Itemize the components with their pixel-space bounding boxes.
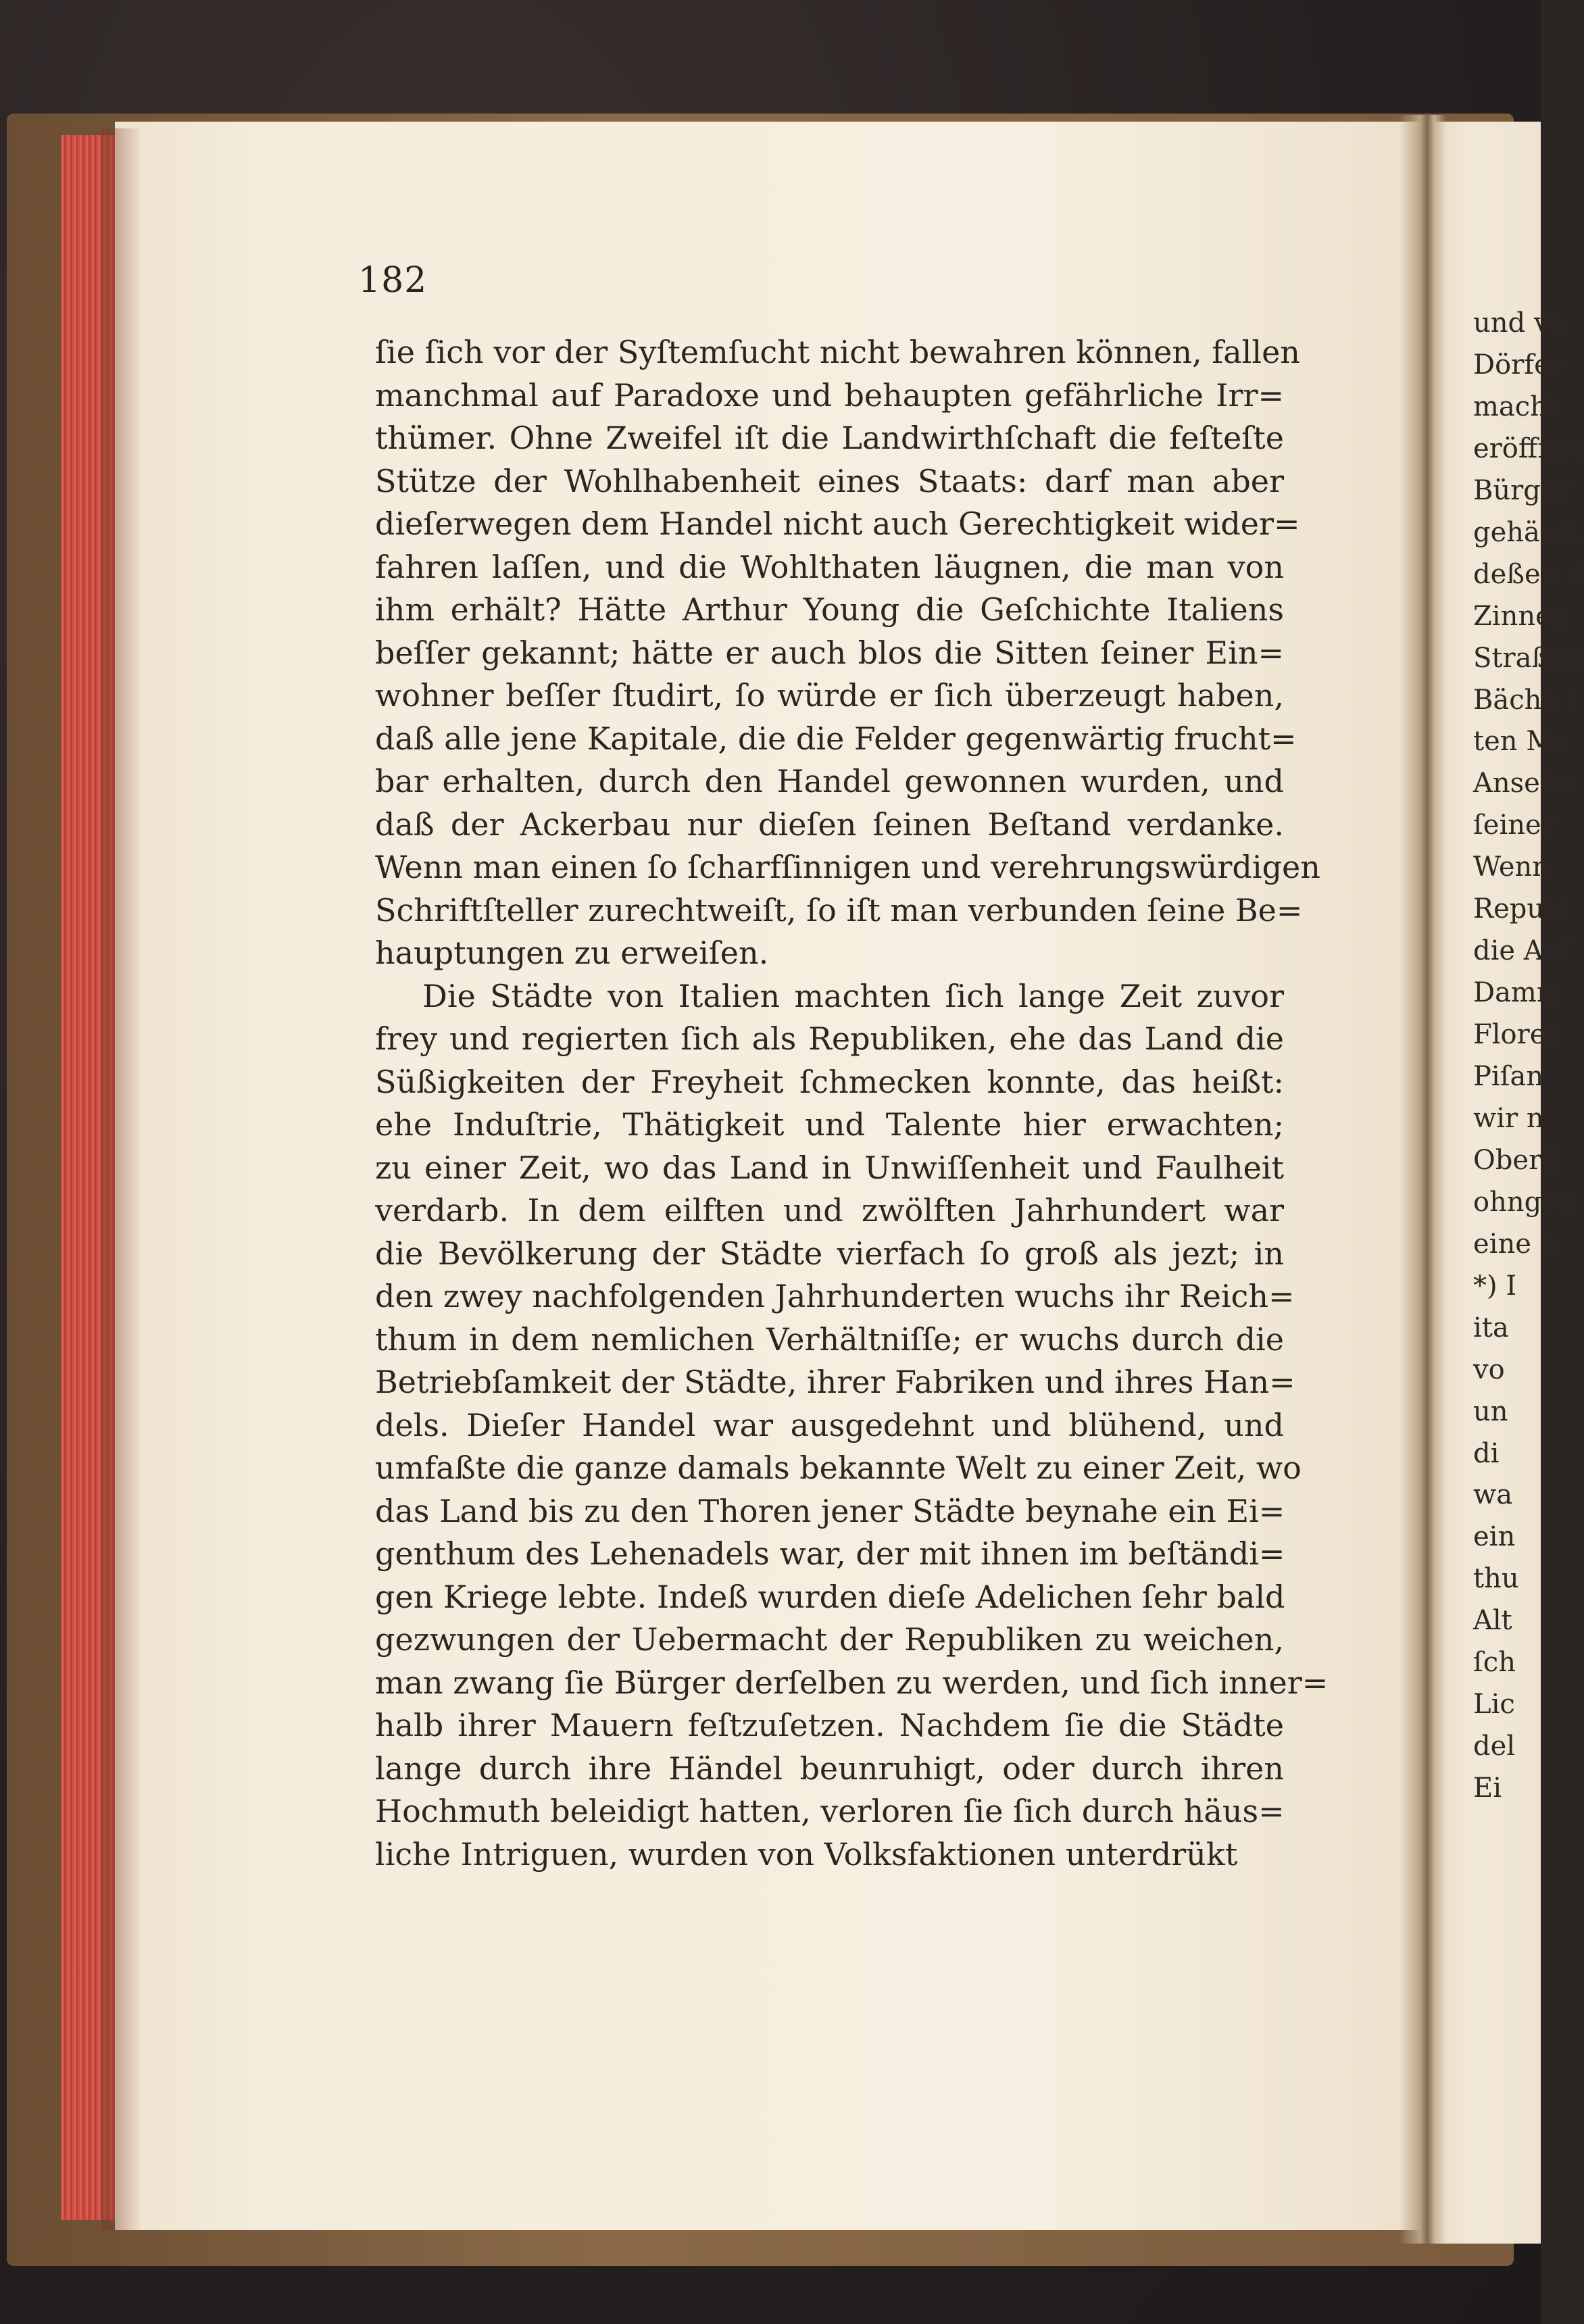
facing-page-fragment: eine n — [1473, 1228, 1558, 1260]
text-line: thum in dem nemlichen Verhältniſſe; er wuchs durch die — [375, 1320, 1284, 1358]
facing-page-fragment: thu — [1473, 1563, 1519, 1595]
facing-page-fragment: ita — [1473, 1312, 1509, 1343]
facing-page-fragment: vo — [1473, 1354, 1505, 1385]
page-number: 182 — [358, 260, 428, 301]
text-line: frey und regierten ſich als Republiken, ehe das Land die — [375, 1020, 1284, 1057]
facing-page-fragment: Wenn — [1473, 851, 1550, 883]
facing-page-fragment: ſeiner — [1473, 810, 1554, 841]
text-line: ehe Induſtrie, Thätigkeit und Talente hier erwachten; — [375, 1106, 1284, 1143]
facing-page-fragment: und ve — [1473, 307, 1566, 339]
text-line: Stütze der Wohlhabenheit eines Staats: darf man aber — [375, 462, 1284, 499]
facing-page-fragment: un — [1473, 1395, 1508, 1427]
facing-page-fragment: Lic — [1473, 1689, 1515, 1721]
text-line: fahren laſſen, und die Wohlthaten läugnen, die man von — [375, 548, 1284, 585]
text-line: daß alle jene Kapitale, die die Felder gegenwärtig frucht= — [375, 720, 1297, 757]
text-line: ihm erhält? Hätte Arthur Young die Geſchichte Italiens — [375, 591, 1284, 628]
text-line: bar erhalten, durch den Handel gewonnen wurden, und — [375, 763, 1284, 799]
text-line: manchmal auf Paradoxe und behaupten gefährliche Irr= — [375, 376, 1284, 414]
text-line: man zwang ſie Bürger derſelben zu werden, und ſich inner= — [375, 1664, 1329, 1701]
text-line: ſie ſich vor der Syſtemſucht nicht bewahren können, fallen — [375, 334, 1300, 370]
text-line: zu einer Zeit, wo das Land in Unwiſſenheit und Faulheit — [375, 1149, 1284, 1186]
facing-page-fragment: die Auf — [1473, 935, 1571, 967]
text-line: thümer. Ohne Zweifel iſt die Landwirthſchaft die feſteſte — [375, 420, 1284, 456]
text-line: Betriebſamkeit der Städte, ihrer Fabriken und ihres Han= — [375, 1364, 1295, 1400]
facing-page-fragment: Piſan — [1473, 1061, 1544, 1092]
book-gutter — [1399, 115, 1446, 2244]
facing-page-fragment: Republ — [1473, 893, 1570, 925]
text-line: das Land bis zu den Thoren jener Städte beynahe ein Ei= — [375, 1492, 1285, 1529]
text-line: Hochmuth beleidigt hatten, verloren ſie ſich durch häus= — [375, 1793, 1285, 1829]
text-line: verdarb. In dem eilften und zwölften Jahrhundert war — [375, 1192, 1284, 1229]
text-line: liche Intriguen, wurden von Volksfaktionen unterdrükt — [375, 1835, 1238, 1873]
text-line: den zwey nachfolgenden Jahrhunderten wuchs ihr Reich= — [375, 1278, 1295, 1314]
facing-page-fragment: macht — [1473, 391, 1559, 422]
facing-page-fragment: ten Mo — [1473, 726, 1570, 758]
text-line: dieſerwegen dem Handel nicht auch Gerechtigkeit wider= — [375, 505, 1300, 542]
facing-page-fragment: Straßen — [1473, 642, 1583, 674]
facing-page-fragment: Oberfl — [1473, 1144, 1560, 1176]
facing-page-fragment: del — [1473, 1731, 1516, 1762]
facing-page-fragment: ohngea — [1473, 1186, 1574, 1218]
facing-page-fragment: *) I — [1473, 1270, 1517, 1302]
page-shadow — [101, 128, 142, 2230]
text-line: daß der Ackerbau nur dieſen ſeinen Beſtand verdanke. — [375, 806, 1284, 843]
text-line: dels. Dieſer Handel war ausgedehnt und blühend, und — [375, 1406, 1284, 1443]
text-line: halb ihrer Mauern feſtzuſetzen. Nachdem ſie die Städte — [375, 1707, 1284, 1744]
text-line: gezwungen der Uebermacht der Republiken zu weichen, — [375, 1621, 1284, 1658]
facing-page-fragment: Alt — [1473, 1605, 1512, 1637]
facing-page-fragment: ein — [1473, 1521, 1516, 1553]
text-line: Wenn man einen ſo ſcharfſinnigen und verehrungswürdigen — [375, 849, 1320, 885]
text-line: Schriftſteller zurechtweiſt, ſo iſt man verbunden ſeine Be= — [375, 891, 1303, 929]
facing-page-fragment: Ansehe — [1473, 768, 1574, 799]
facing-page-fragment: Bürger — [1473, 474, 1570, 506]
text-line: beſſer gekannt; hätte er auch blos die Sitten ſeiner Ein= — [375, 634, 1284, 671]
facing-page-fragment: Dörfer — [1473, 349, 1563, 380]
text-line: umfaßte die ganze damals bekannte Welt zu einer Zeit, wo — [375, 1450, 1302, 1486]
facing-page-fragment: ſch — [1473, 1647, 1516, 1679]
text-line: die Bevölkerung der Städte vierfach ſo groß als jezt; in — [375, 1235, 1284, 1272]
facing-page-fragment: Zinnen — [1473, 600, 1569, 632]
text-line: wohner beſſer ſtudirt, ſo würde er ſich überzeugt haben, — [375, 677, 1284, 714]
text-line: Die Städte von Italien machten ſich lange Zeit zuvor — [422, 977, 1284, 1014]
facing-page-fragment: Bäche i — [1473, 684, 1575, 716]
facing-page-fragment: deßen d — [1473, 558, 1584, 590]
facing-page-fragment: Damm — [1473, 977, 1562, 1009]
text-line: hauptungen zu erweiſen. — [375, 935, 769, 971]
facing-page-fragment: wa — [1473, 1479, 1513, 1511]
facing-page-fragment: eröffnet — [1473, 432, 1582, 464]
body-text — [375, 331, 1329, 1876]
facing-page-fragment: di — [1473, 1437, 1500, 1469]
facing-page-fragment: Ei — [1473, 1773, 1502, 1804]
text-line: lange durch ihre Händel beunruhigt, oder durch ihren — [375, 1750, 1284, 1787]
text-line: Süßigkeiten der Freyheit ſchmecken konnte, das heißt: — [375, 1063, 1284, 1100]
text-line: genthum des Lehenadels war, der mit ihnen im beſtändi= — [375, 1535, 1285, 1572]
facing-page-fragment: wir n — [1473, 1102, 1544, 1134]
text-line: gen Kriege lebte. Indeß wurden dieſe Adelichen ſehr bald — [375, 1578, 1285, 1615]
facing-page-fragment: gehäuft — [1473, 516, 1579, 548]
facing-page-fragment: Floren — [1473, 1019, 1564, 1051]
